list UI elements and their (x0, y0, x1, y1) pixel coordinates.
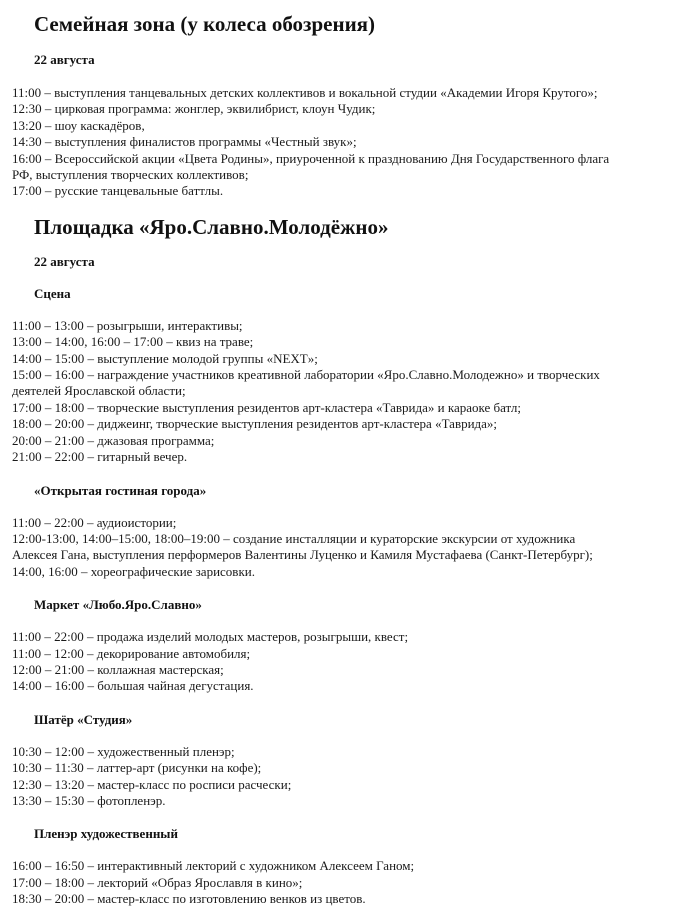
plein-heading: Пленэр художественный (34, 826, 178, 842)
schedule-line: 18:00 – 20:00 – диджеинг, творческие выступления резидентов арт-кластера «Таврида»; (12, 416, 498, 432)
schedule-line: 21:00 – 22:00 – гитарный вечер. (12, 449, 188, 465)
stage-schedule (0, 318, 700, 466)
schedule-line: 14:00 – 16:00 – большая чайная дегустация. (12, 678, 254, 694)
schedule-line: 16:00 – Всероссийской акции «Цвета Родины», приуроченной к празднованию Дня Государственного флага (12, 150, 610, 166)
schedule-line: 14:00, 16:00 – хореографические зарисовки. (12, 563, 255, 579)
youth-platform-date: 22 августа (34, 253, 95, 269)
family-zone-date: 22 августа (34, 52, 95, 67)
schedule-line: 20:00 – 21:00 – джазовая программа; (12, 432, 215, 448)
schedule-line: 12:30 – 13:20 – мастер-класс по росписи расчески; (12, 776, 292, 792)
schedule-line: 11:00 – выступления танцевальных детских коллективов и вокальной студии «Академии Игоря Крутого»; (12, 85, 598, 100)
schedule-line: 14:30 – выступления финалистов программы «Честный звук»; (12, 134, 357, 150)
schedule-line: 13:00 – 14:00, 16:00 – 17:00 – квиз на траве; (12, 334, 254, 350)
schedule-line: 14:00 – 15:00 – выступление молодой группы «NEXT»; (12, 350, 318, 366)
family-zone-title: Семейная зона (у колеса обозрения) (34, 12, 376, 36)
tent-heading: Шатёр «Студия» (34, 711, 133, 727)
youth-platform-title: Площадка «Яро.Славно.Молодёжно» (34, 214, 389, 239)
schedule-line: 18:30 – 20:00 – мастер-класс по изготовлению венков из цветов. (12, 891, 366, 907)
schedule-line: 12:00-13:00, 14:00–15:00, 18:00–19:00 – создание инсталляции и кураторские экскурсии от художника (12, 530, 576, 546)
schedule-line: 11:00 – 13:00 – розыгрыши, интерактивы; (12, 317, 243, 333)
schedule-line: 12:30 – цирковая программа: жонглер, эквилибрист, клоун Чудик; (12, 101, 376, 117)
schedule-line: 13:30 – 15:30 – фотопленэр. (12, 792, 166, 808)
document-page (0, 12, 700, 919)
family-zone-schedule (0, 85, 700, 200)
schedule-line: РФ, выступления творческих коллективов; (12, 167, 249, 183)
lounge-schedule (0, 515, 700, 581)
schedule-line: 17:00 – 18:00 – лекторий «Образ Ярославля в кино»; (12, 874, 303, 890)
schedule-line: 10:30 – 12:00 – художественный пленэр; (12, 743, 235, 759)
schedule-line: 11:00 – 22:00 – аудиоистории; (12, 514, 177, 530)
stage-heading: Сцена (34, 285, 71, 301)
lounge-heading: «Открытая гостиная города» (34, 482, 207, 498)
schedule-line: 17:00 – 18:00 – творческие выступления резидентов арт-кластера «Таврида» и караоке батл; (12, 399, 522, 415)
schedule-line: 16:00 – 16:50 – интерактивный лекторий с художником Алексеем Ганом; (12, 858, 415, 874)
schedule-line: 12:00 – 21:00 – коллажная мастерская; (12, 661, 224, 677)
schedule-line: 15:00 – 16:00 – награждение участников креативной лаборатории «Яро.Славно.Молодежно» и творческих (12, 367, 600, 383)
schedule-line: 10:30 – 11:30 – латтер-арт (рисунки на кофе); (12, 760, 262, 776)
schedule-line: деятелей Ярославской области; (12, 383, 186, 399)
schedule-line: 13:20 – шоу каскадёров, (12, 117, 145, 133)
tent-schedule (0, 744, 700, 810)
market-heading: Маркет «Любо.Яро.Славно» (34, 597, 202, 613)
market-schedule (0, 629, 700, 695)
schedule-line: 11:00 – 22:00 – продажа изделий молодых мастеров, розыгрыши, квест; (12, 629, 409, 645)
schedule-line: Алексея Гана, выступления перформеров Валентины Луценко и Камиля Мустафаева (Санкт-Петербург); (12, 547, 593, 563)
plein-schedule (0, 858, 700, 907)
schedule-line: 11:00 – 12:00 – декорирование автомобиля; (12, 645, 251, 661)
schedule-line: 17:00 – русские танцевальные баттлы. (12, 183, 224, 199)
